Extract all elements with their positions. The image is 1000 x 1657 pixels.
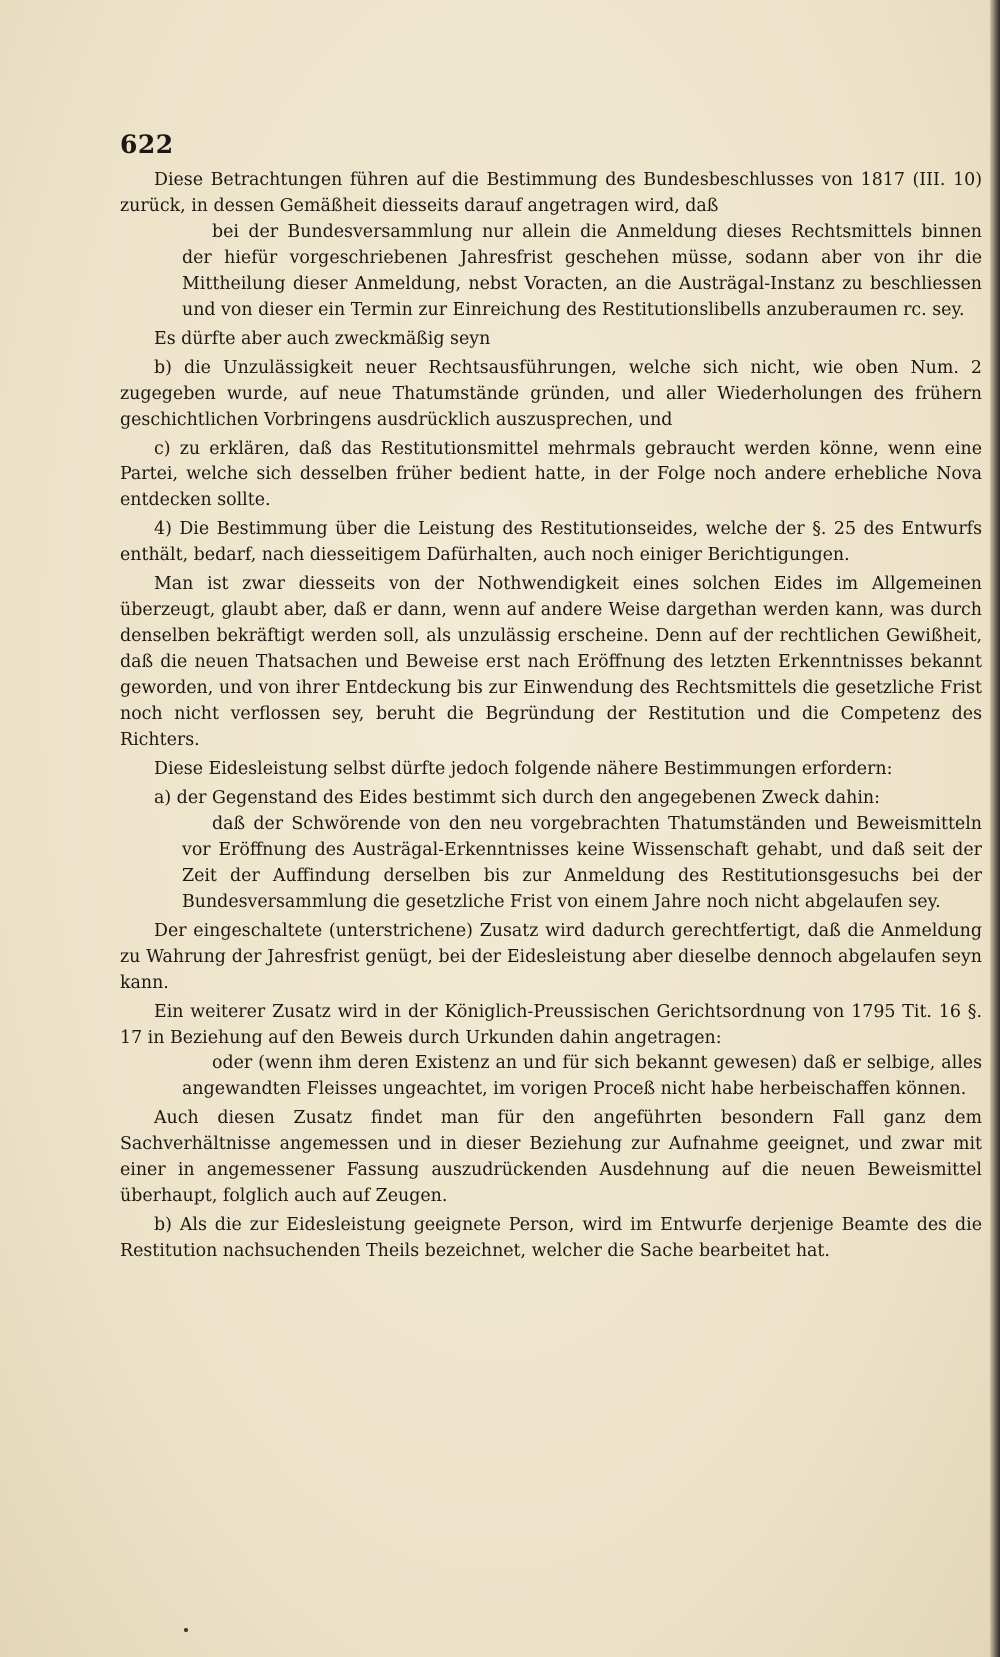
list-item-c: c) zu erklären, daß das Restitutionsmittel mehrmals gebraucht werden könne, wenn eine Partei, welche sich desselben früher bedient hatte, in der Folge noch andere erhebliche Nova entdecken sollte. — [120, 438, 982, 511]
oath-formula: daß der Schwörende von den neu vorgebrachten Thatumständen und Beweismitteln vor Eröffnung des Austrägal-Erkenntnisses keine Wissenschaft gehabt, und daß seit der Zeit der Auffindung derselben bis zur Anmeldung des Restitutionsgesuchs bei der Bundesversammlung die gesetzliche Frist von einem Jahre noch nicht abgelaufen sey. — [182, 813, 982, 912]
paragraph: Diese Eidesleistung selbst dürfte jedoch folgende nähere Bestimmungen erfordern: — [154, 758, 893, 779]
list-item-b: b) die Unzulässigkeit neuer Rechtsausführungen, welche sich nicht, wie oben Num. 2 zugegeben wurde, auf neue Thatumstände gründen, und aller Wiederholungen des frühern geschichtlichen Vorbringens ausdrücklich auszusprechen, und — [120, 357, 982, 430]
quoted-proposal: bei der Bundesversammlung nur allein die Anmeldung dieses Rechtsmittels binnen der hiefür vorgeschriebenen Jahresfrist geschehen müsse, sodann aber von ihr die Mittheilung dieser Anmeldung, nebst Voracten, an die Austrägal-Instanz zu beschliessen und von dieser ein Termin zur Einreichung des Restitutionslibells anzuberaumen rc. sey. — [182, 221, 982, 320]
section-4: 4) Die Bestimmung über die Leistung des Restitutionseides, welche der §. 25 des Entwurfs enthält, bedarf, nach diesseitigem Dafürhalten, auch noch einiger Berichtigungen. — [120, 519, 982, 566]
paragraph: Ein weiterer Zusatz wird in der Königlich-Preussischen Gerichtsordnung von 1795 Tit. 16 §. 17 in Beziehung auf den Beweis durch Urkunden dahin angetragen: — [120, 1001, 982, 1048]
quoted-addition: oder (wenn ihm deren Existenz an und für sich bekannt gewesen) daß er selbige, alles angewandten Fleisses ungeachtet, im vorigen Proceß nicht habe herbeischaffen können. — [182, 1053, 982, 1100]
page-body — [120, 168, 982, 1265]
paragraph: Man ist zwar diesseits von der Nothwendigkeit eines solchen Eides im Allgemeinen überzeugt, glaubt aber, daß er dann, wenn auf andere Weise dargethan werden kann, was durch denselben bekräftigt werden soll, als unzulässig erscheine. Denn auf der rechtlichen Gewißheit, daß die neuen Thatsachen und Beweise erst nach Eröffnung des letzten Erkenntnisses bekannt geworden, und von ihrer Entdeckung bis zur Einwendung des Rechtsmittels die gesetzliche Frist noch nicht verflossen sey, beruht die Begründung der Restitution und die Competenz des Richters. — [120, 574, 982, 751]
ink-speck — [184, 1628, 188, 1632]
list-item-a: a) der Gegenstand des Eides bestimmt sich durch den angegebenen Zweck dahin: — [154, 787, 880, 808]
page-number: 622 — [120, 130, 174, 159]
paragraph: Der eingeschaltete (unterstrichene) Zusatz wird dadurch gerechtfertigt, daß die Anmeldung zu Wahrung der Jahresfrist genügt, bei der Eidesleistung aber dieselbe dennoch abgelaufen seyn kann. — [120, 920, 982, 993]
page-edge — [990, 0, 1000, 1657]
paragraph: Diese Betrachtungen führen auf die Bestimmung des Bundesbeschlusses von 1817 (III. 10) zurück, in dessen Gemäßheit diesseits darauf angetragen wird, daß — [120, 170, 982, 216]
paragraph: Auch diesen Zusatz findet man für den angeführten besondern Fall ganz dem Sachverhältnisse angemessen und in dieser Beziehung zur Aufnahme geeignet, und zwar mit einer in angemessener Fassung auszudrückenden Ausdehnung auf die neuen Beweismittel überhaupt, folglich auch auf Zeugen. — [120, 1108, 982, 1207]
list-item-b: b) Als die zur Eidesleistung geeignete Person, wird im Entwurfe derjenige Beamte des die Restitution nachsuchenden Theils bezeichnet, welcher die Sache bearbeitet hat. — [120, 1215, 982, 1262]
paragraph: Es dürfte aber auch zweckmäßig seyn — [154, 328, 491, 349]
